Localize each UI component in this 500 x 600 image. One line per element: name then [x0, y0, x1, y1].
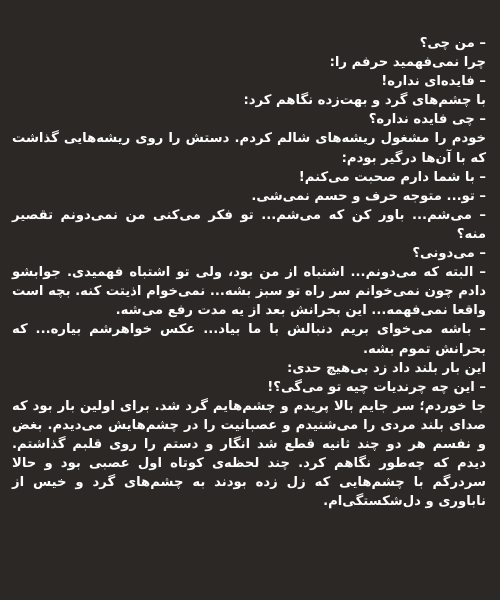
paragraph-13: این بار بلند داد زد بی‌هیچ حدی:	[287, 360, 486, 376]
paragraph-11: – البته که می‌دونم... اشتباه از من بود، ولی تو اشتباه فهمیدی. جوابشو دادم چون نمی‌خوانم سر راه تو سبز بشه... نمی‌خوام اذیتت کنه. بچه است واقعا نمی‌فهمه... این بحرانش بعد از یه مدت رفع می‌شه.	[12, 265, 486, 319]
paragraph-6: خودم را مشغول ریشه‌های شالم کردم. دستش را روی ریشه‌هایی گذاشت که با آن‌ها درگیر بودم:	[12, 131, 486, 166]
paragraph-8: – تو... متوجه حرف و حسم نمی‌شی.	[251, 188, 486, 204]
paragraph-1: – من چی؟	[419, 36, 486, 51]
paragraph-10: – می‌دونی؟	[412, 246, 486, 262]
paragraph-14: – این چه چرندیات چیه تو می‌گی؟!	[267, 379, 486, 395]
paragraph-3: – فایده‌ای نداره!	[381, 74, 486, 90]
paragraph-9: – می‌شم... باور کن که می‌شم... تو فکر می‌کنی من نمی‌دونم تقصیر منه؟	[12, 207, 486, 242]
paragraph-5: – چی فایده نداره؟	[368, 112, 486, 128]
paragraph-4: با چشم‌های گرد و بهت‌زده نگاهم کرد:	[243, 93, 486, 109]
paragraph-7: – با شما دارم صحبت می‌کنم!	[298, 169, 486, 185]
paragraph-2: چرا نمی‌فهمید حرفم را:	[329, 55, 486, 71]
paragraph-12: – باشه می‌خوای بریم دنبالش با ما بیاد... عکس خواهرشم بیاره... که بحرانش تموم بشه.	[12, 322, 486, 357]
paragraph-15: جا خوردم؛ سر جایم بالا پریدم و چشم‌هایم گرد شد. برای اولین بار بود که صدای بلند مردی را می‌شنیدم و عصبانیت را در چشم‌هایش می‌دیدم. بغض و نفسم هر دو چند ثانیه قطع شد انگار و دستم را روی قلبم گذاشتم. دیدم که چه‌طور نگاهم کرد. چند لحظه‌ی کوتاه اول عصبی بود و حالا سردرگم با چشم‌هایی که زل زده بودند به چشم‌های گرد و خیس از ناباوری و دل‌شکستگی‌ام.	[12, 398, 486, 510]
